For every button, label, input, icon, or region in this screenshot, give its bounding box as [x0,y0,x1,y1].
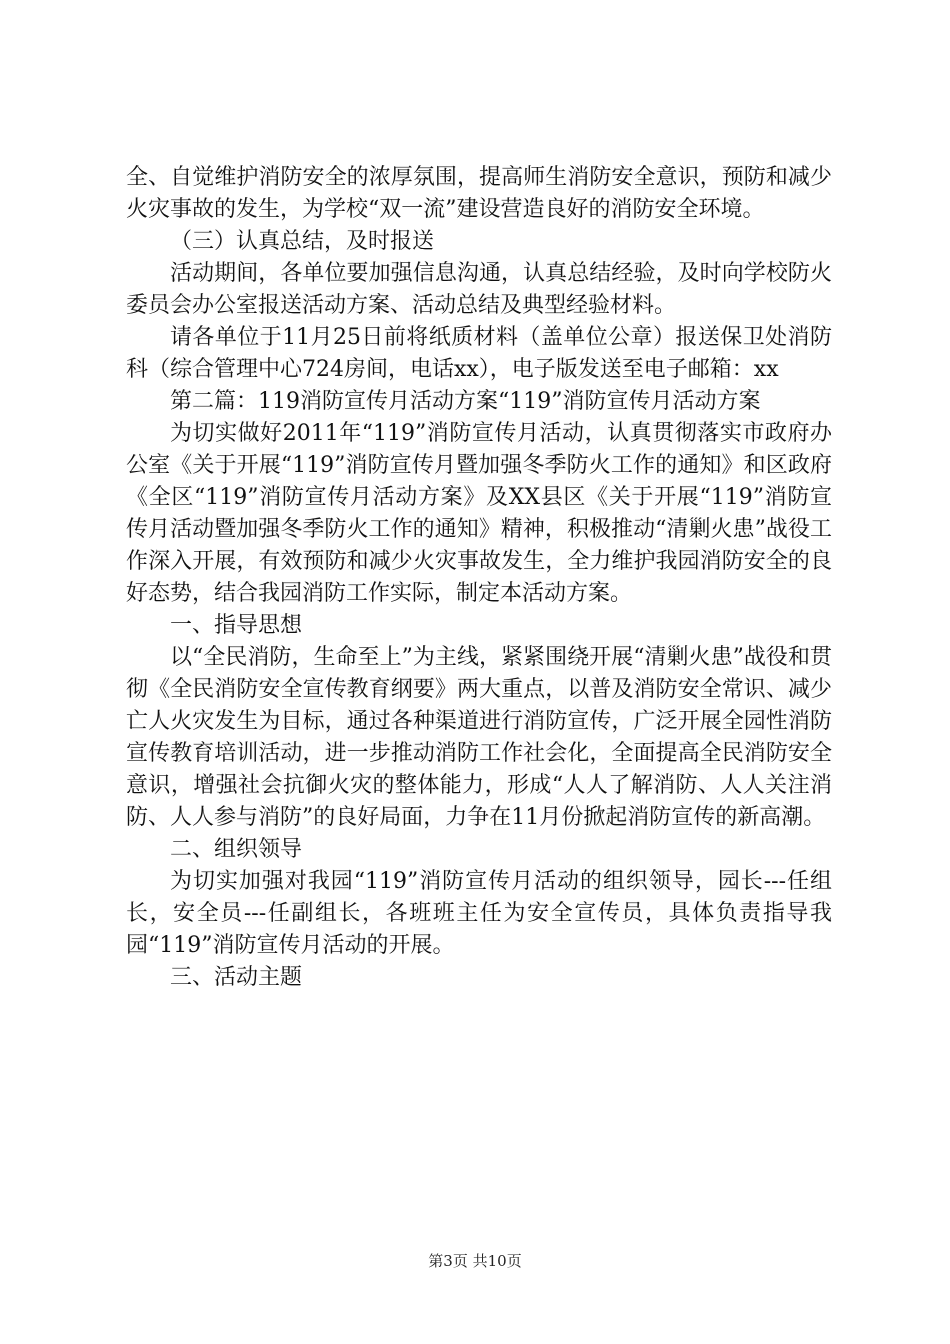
chapter-title: 第二篇：119消防宣传月活动方案“119”消防宣传月活动方案 [170,389,761,414]
paragraph-6: 为切实加强对我园“119”消防宣传月活动的组织领导，园长---任组长，安全员---任副组长，各班班主任为安全宣传员，具体负责指导我园“119”消防宣传月活动的开展。 [126,869,832,958]
paragraph-4: 为切实做好2011年“119”消防宣传月活动，认真贯彻落实市政府办公室《关于开展“119”消防宣传月暨加强冬季防火工作的通知》和区政府《全区“119”消防宣传月活动方案》及XX县区《关于开展“119”消防宣传月活动暨加强冬季防火工作的通知》精神，积极推动“清剿火患”战役工作深入开展，有效预防和减少火灾事故发生，全力维护我园消防安全的良好态势，结合我园消防工作实际，制定本活动方案。 [126,421,832,606]
section-heading-theme: 三、活动主题 [170,965,303,990]
section-heading-guiding-thought: 一、指导思想 [170,613,303,638]
section-heading-organization: 二、组织领导 [170,837,303,862]
section-heading-summary: （三）认真总结，及时报送 [170,229,435,254]
paragraph-5: 以“全民消防，生命至上”为主线，紧紧围绕开展“清剿火患”战役和贯彻《全民消防安全宣传教育纲要》两大重点，以普及消防安全常识、减少亡人火灾发生为目标，通过各种渠道进行消防宣传，广泛开展全园性消防宣传教育培训活动，进一步推动消防工作社会化，全面提高全民消防安全意识，增强社会抗御火灾的整体能力，形成“人人了解消防、人人关注消防、人人参与消防”的良好局面，力争在11月份掀起消防宣传的新高潮。 [126,645,832,830]
paragraph-1: 全、自觉维护消防安全的浓厚氛围，提高师生消防安全意识，预防和减少火灾事故的发生，为学校“双一流”建设营造良好的消防安全环境。 [126,165,832,222]
paragraph-2: 活动期间，各单位要加强信息沟通，认真总结经验，及时向学校防火委员会办公室报送活动方案、活动总结及典型经验材料。 [126,261,832,318]
page-number-footer: 第3页 共10页 [428,1252,522,1270]
document-body [126,162,832,994]
paragraph-3: 请各单位于11月25日前将纸质材料（盖单位公章）报送保卫处消防科（综合管理中心724房间，电话xx），电子版发送至电子邮箱：xx [126,325,832,382]
